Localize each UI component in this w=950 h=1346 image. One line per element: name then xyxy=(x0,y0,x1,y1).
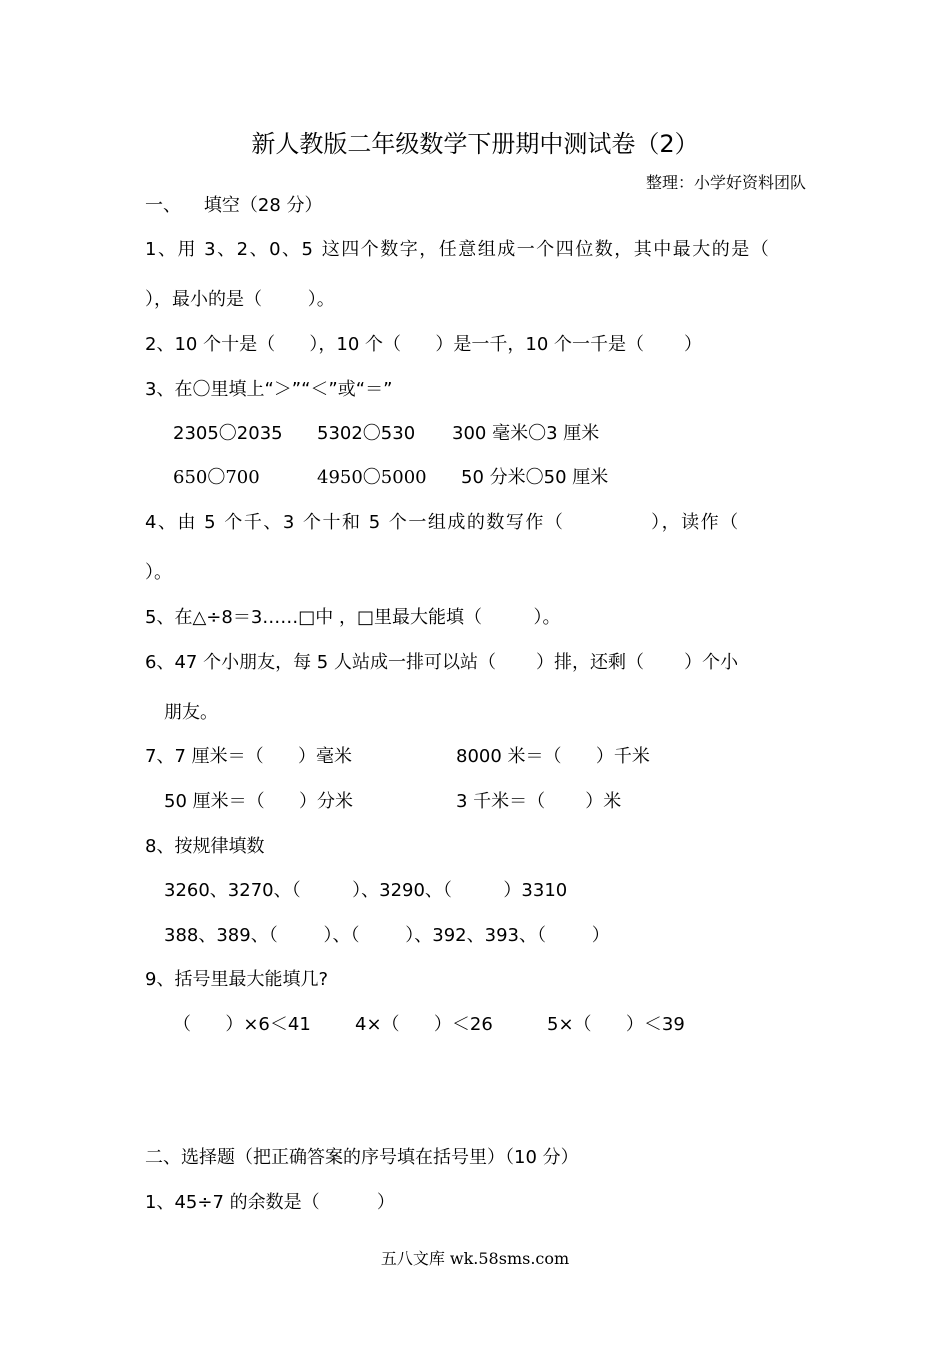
editor-credit: 整理：小学好资料团队 xyxy=(645,173,806,192)
section-2-question-1: 1、45÷7 的余数是（ ） xyxy=(145,1192,395,1213)
question-7-part-3: 50 厘米＝（ ）分米 xyxy=(164,791,353,812)
question-7-part-4: 3 千米＝（ ）米 xyxy=(456,791,622,812)
question-7-part-2: 8000 米＝（ ）千米 xyxy=(456,746,650,767)
section-1-heading: 一、 填空（28 分） xyxy=(145,195,323,216)
question-3: 3、在〇里填上“＞”“＜”或“＝” xyxy=(145,379,393,400)
question-6-line-2: 朋友。 xyxy=(164,702,218,723)
question-1-line-2: ），最小的是（ ）。 xyxy=(145,289,335,310)
sequence-2: 388、389、（ ）、（ ）、392、393、（ ） xyxy=(164,925,610,946)
compare-item-3: 300 毫米〇3 厘米 xyxy=(452,423,600,444)
section-2-heading: 二、选择题（把正确答案的序号填在括号里）（10 分） xyxy=(145,1147,579,1168)
question-8: 8、按规律填数 xyxy=(145,836,265,857)
question-9: 9、括号里最大能填几? xyxy=(145,969,329,990)
compare-item-1: 2305〇2035 xyxy=(173,423,283,444)
compare-item-6: 50 分米〇50 厘米 xyxy=(461,467,609,488)
page-title: 新人教版二年级数学下册期中测试卷（2） xyxy=(251,130,699,158)
question-4-line-1: 4、由 5 个千、3 个十和 5 个一组成的数写作（ ），读作（ xyxy=(145,512,740,533)
compare-item-2: 5302〇530 xyxy=(317,423,416,444)
question-5: 5、在△÷8＝3……□中 ，□里最大能填（ ）。 xyxy=(145,607,561,628)
sequence-1: 3260、3270、（ ）、3290、（ ）3310 xyxy=(164,880,568,901)
compare-item-4: 650〇700 xyxy=(173,467,260,488)
question-1-line-1: 1、用 3、2、0、5 这四个数字，任意组成一个四位数，其中最大的是（ xyxy=(145,239,771,260)
question-9-part-3: 5×（ ）＜39 xyxy=(547,1014,685,1035)
question-4-line-2: ）。 xyxy=(145,562,172,583)
question-2: 2、10 个十是（ ），10 个（ ）是一千，10 个一千是（ ） xyxy=(145,334,703,355)
question-9-part-2: 4×（ ）＜26 xyxy=(355,1014,493,1035)
footer-watermark: 五八文库 wk.58sms.com xyxy=(380,1249,570,1268)
question-9-part-1: （ ）×6＜41 xyxy=(173,1014,311,1035)
question-7-part-1: 7、7 厘米＝（ ）毫米 xyxy=(145,746,352,767)
compare-item-5: 4950〇5000 xyxy=(317,467,427,488)
question-6-line-1: 6、47 个小朋友，每 5 人站成一排可以站（ ）排，还剩（ ）个小 xyxy=(145,652,739,673)
